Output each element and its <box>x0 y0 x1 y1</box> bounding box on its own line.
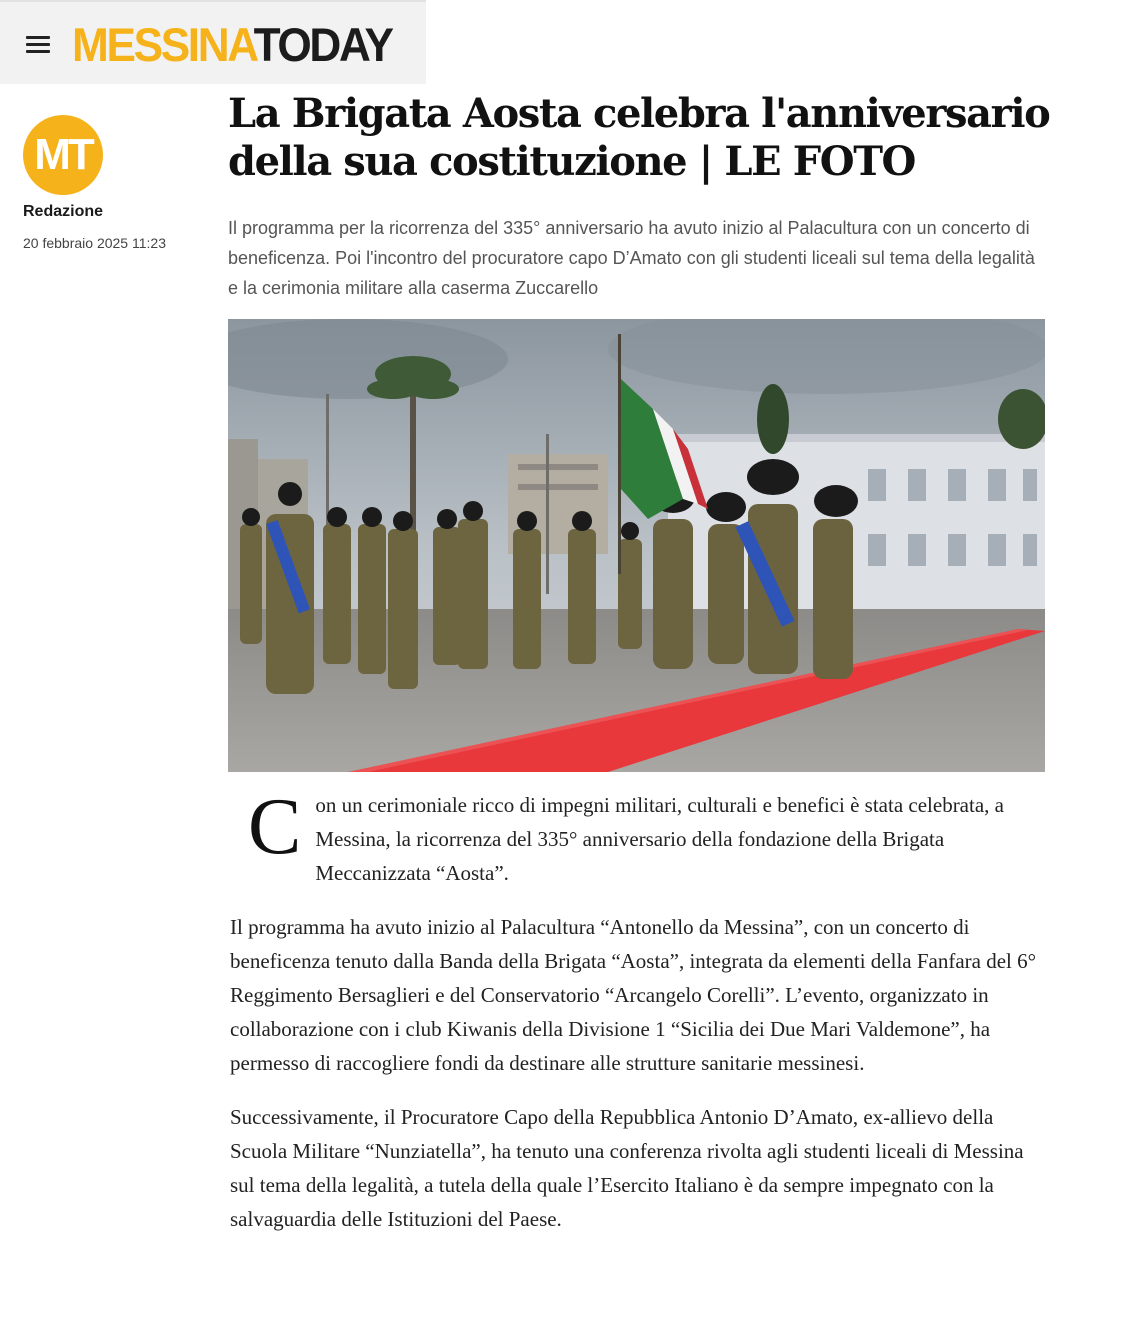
publish-date: 20 febbraio 2025 11:23 <box>23 235 166 251</box>
author-name[interactable]: Redazione <box>23 203 104 220</box>
article-paragraph-1 <box>230 783 1048 890</box>
article-body <box>230 783 1048 1256</box>
article-paragraph-2: Il programma ha avuto inizio al Palacultura “Antonello da Messina”, con un concerto di beneficenza tenuto dalla Banda della Brigata “Aosta”, integrata da elementi della Fanfara del 6° Reggimento Bersaglieri e del Conservatorio “Arcangelo Corelli”. L’evento, organizzato in collaborazione con i club Kiwanis della Divisione 1 “Sicilia dei Due Mari Valdemone”, ha permesso di raccogliere fondi da destinare alle strutture sanitarie messinesi. <box>230 915 1037 1075</box>
drop-cap: C <box>248 783 302 871</box>
article-title: La Brigata Aosta celebra l'anniversario della sua costituzione | LE FOTO <box>228 90 1050 185</box>
site-header <box>0 0 426 84</box>
author-box <box>23 115 203 251</box>
paragraph-1-text: on un cerimoniale ricco di impegni militari, culturali e benefici è stata celebrata, a Messina, la ricorrenza del 335° anniversario della fondazione della Brigata Meccanizzata “Aosta”. <box>315 793 1004 885</box>
article-paragraph-3: Successivamente, il Procuratore Capo della Repubblica Antonio D’Amato, ex-allievo della Scuola Militare “Nunziatella”, ha tenuto una conferenza rivolta agli studenti liceali di Messina sul tema della legalità, a tutela della quale l’Esercito Italiano è da sempre impegnato con la salvaguardia delle Istituzioni del Paese. <box>230 1105 1024 1231</box>
site-logo[interactable] <box>72 18 392 72</box>
logo-today: TODAY <box>253 18 392 71</box>
avatar-initials: MT <box>34 130 92 179</box>
article-summary: Il programma per la ricorrenza del 335° anniversario ha avuto inizio al Palacultura con un concerto di beneficenza. Poi l'incontro del procuratore capo D’Amato con gli studenti liceali sul tema della legalità e la cerimonia militare alla caserma Zuccarello <box>228 218 1035 298</box>
article-photo[interactable] <box>228 319 1045 772</box>
logo-messina: MESSINA <box>72 18 254 71</box>
author-avatar[interactable] <box>23 115 103 195</box>
hamburger-menu-icon[interactable] <box>22 32 54 58</box>
